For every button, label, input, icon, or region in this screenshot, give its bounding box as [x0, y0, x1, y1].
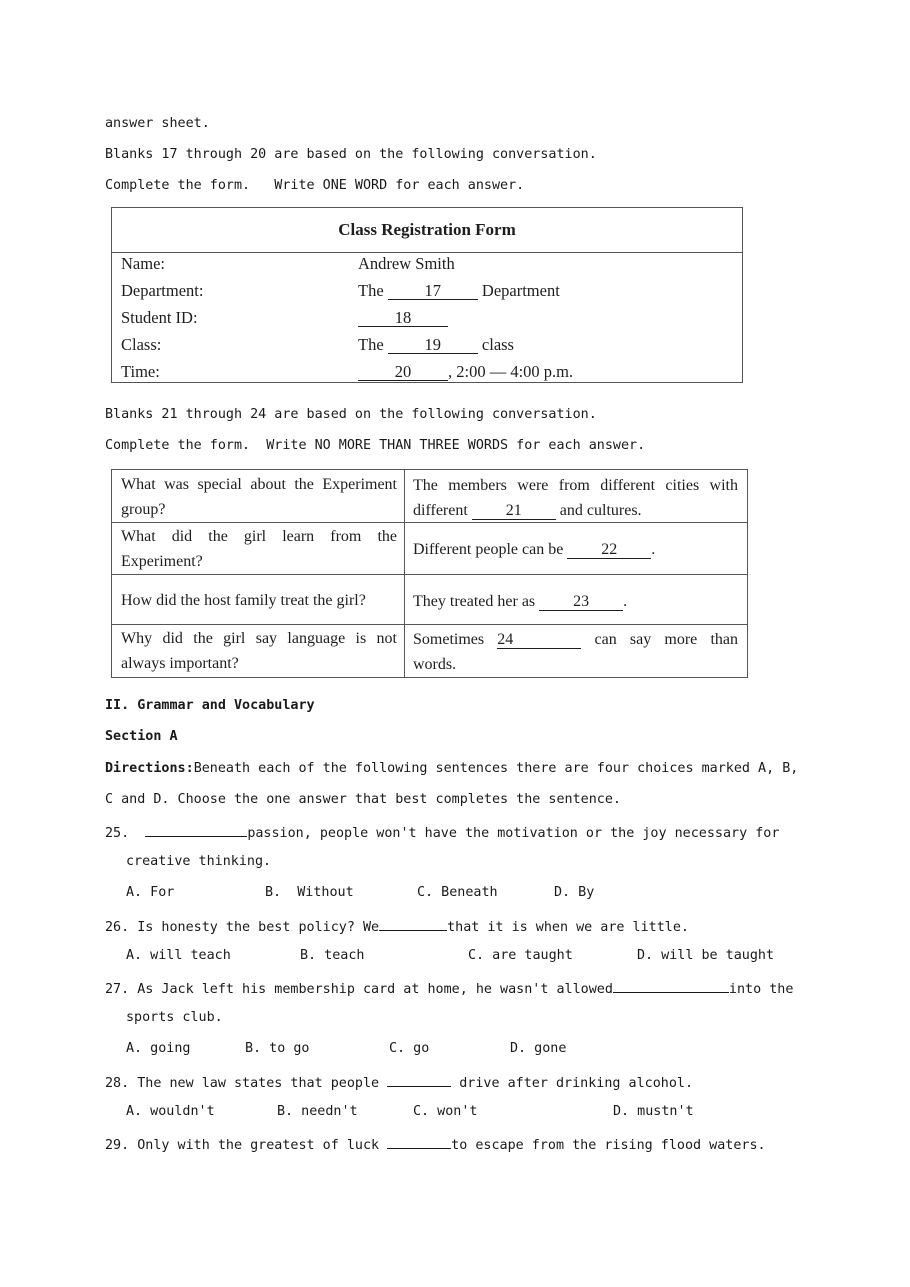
answer-blank	[387, 1073, 451, 1087]
question-table	[111, 469, 748, 678]
form-value-time	[358, 362, 573, 382]
option-b: B. to go	[245, 1041, 310, 1056]
question-25: 25. passion, people won't have the motivation or the joy necessary for	[105, 823, 779, 841]
section-heading: II. Grammar and Vocabulary	[105, 698, 315, 713]
form-title: Class Registration Form	[338, 220, 516, 239]
option-b: B. needn't	[277, 1104, 358, 1119]
table-answer: Different people can be 22 .	[413, 541, 656, 558]
option-c: C. go	[389, 1041, 430, 1056]
directions-text-2: C and D. Choose the one answer that best completes the sentence.	[105, 792, 621, 807]
blank-19: 19	[388, 336, 478, 354]
form-label-department: Department:	[121, 281, 204, 300]
option-a: A. will teach	[126, 948, 231, 963]
option-d: D. will be taught	[637, 948, 775, 963]
table-row	[112, 470, 747, 522]
blank-18: 18	[358, 309, 448, 327]
option-c: C. are taught	[468, 948, 573, 963]
table-question: How did the host family treat the girl?	[121, 592, 366, 609]
question-25-cont: creative thinking.	[126, 854, 272, 869]
option-d: D. mustn't	[613, 1104, 694, 1119]
form-label-class: Class:	[121, 335, 162, 354]
question-29: 29. Only with the greatest of luck to escape from the rising flood waters.	[105, 1135, 766, 1153]
form-value-department	[358, 281, 560, 301]
table-question: What was special about the Experiment group?	[121, 476, 397, 518]
table-question: Why did the girl say language is not always important?	[121, 630, 397, 672]
form-divider	[112, 252, 742, 253]
option-c: C. Beneath	[417, 885, 498, 900]
blank-23: 23	[539, 593, 623, 611]
form-prefix: The	[358, 281, 384, 300]
form-suffix: class	[481, 335, 514, 354]
directions	[105, 761, 798, 776]
form-value-student-id	[358, 308, 448, 328]
question-28: 28. The new law states that people drive after drinking alcohol.	[105, 1073, 693, 1091]
option-b: B. teach	[300, 948, 365, 963]
question-26: 26. Is honesty the best policy? We that it is when we are little.	[105, 917, 689, 935]
table-row	[112, 624, 747, 677]
intro2-line-2: Complete the form. Write NO MORE THAN THREE WORDS for each answer.	[105, 438, 646, 453]
option-c: C. won't	[413, 1104, 478, 1119]
table-answer: Sometimes 24 can say more than words.	[413, 631, 738, 673]
section-a-heading: Section A	[105, 729, 178, 744]
intro2-line-1: Blanks 21 through 24 are based on the following conversation.	[105, 407, 597, 422]
form-suffix: , 2:00 — 4:00 p.m.	[448, 362, 574, 381]
directions-label: Directions:	[105, 761, 194, 776]
table-question: What did the girl learn from the Experiment?	[121, 528, 397, 570]
form-suffix: Department	[481, 281, 560, 300]
form-value-class	[358, 335, 514, 355]
table-answer: The members were from different cities with different 21 and cultures.	[413, 477, 738, 519]
blank-21: 21	[472, 502, 556, 520]
blank-17: 17	[388, 282, 478, 300]
form-label-name: Name:	[121, 254, 165, 273]
blank-24: 24	[497, 631, 581, 649]
intro-line-2: Blanks 17 through 20 are based on the following conversation.	[105, 147, 597, 162]
table-row	[112, 574, 747, 625]
class-registration-form	[111, 207, 743, 383]
answer-blank	[613, 979, 729, 993]
answer-blank	[145, 823, 247, 837]
option-d: D. gone	[510, 1041, 567, 1056]
directions-text-1: Beneath each of the following sentences there are four choices marked A, B,	[193, 761, 799, 776]
option-a: A. going	[126, 1041, 191, 1056]
intro-line-3: Complete the form. Write ONE WORD for each answer.	[105, 178, 525, 193]
blank-20: 20	[358, 363, 448, 381]
option-a: A. wouldn't	[126, 1104, 215, 1119]
form-label-time: Time:	[121, 362, 160, 381]
question-27: 27. As Jack left his membership card at home, he wasn't allowed into the	[105, 979, 793, 997]
blank-22: 22	[567, 541, 651, 559]
table-answer: They treated her as 23 .	[413, 593, 628, 610]
answer-blank	[387, 1135, 451, 1149]
form-value-name: Andrew Smith	[358, 254, 455, 273]
intro-line-1: answer sheet.	[105, 116, 210, 131]
form-label-student-id: Student ID:	[121, 308, 198, 327]
answer-blank	[379, 917, 447, 931]
option-a: A. For	[126, 885, 175, 900]
table-row	[112, 522, 747, 575]
form-prefix: The	[358, 335, 384, 354]
option-d: D. By	[554, 885, 595, 900]
question-27-cont: sports club.	[126, 1010, 223, 1025]
option-b: B. Without	[265, 885, 354, 900]
